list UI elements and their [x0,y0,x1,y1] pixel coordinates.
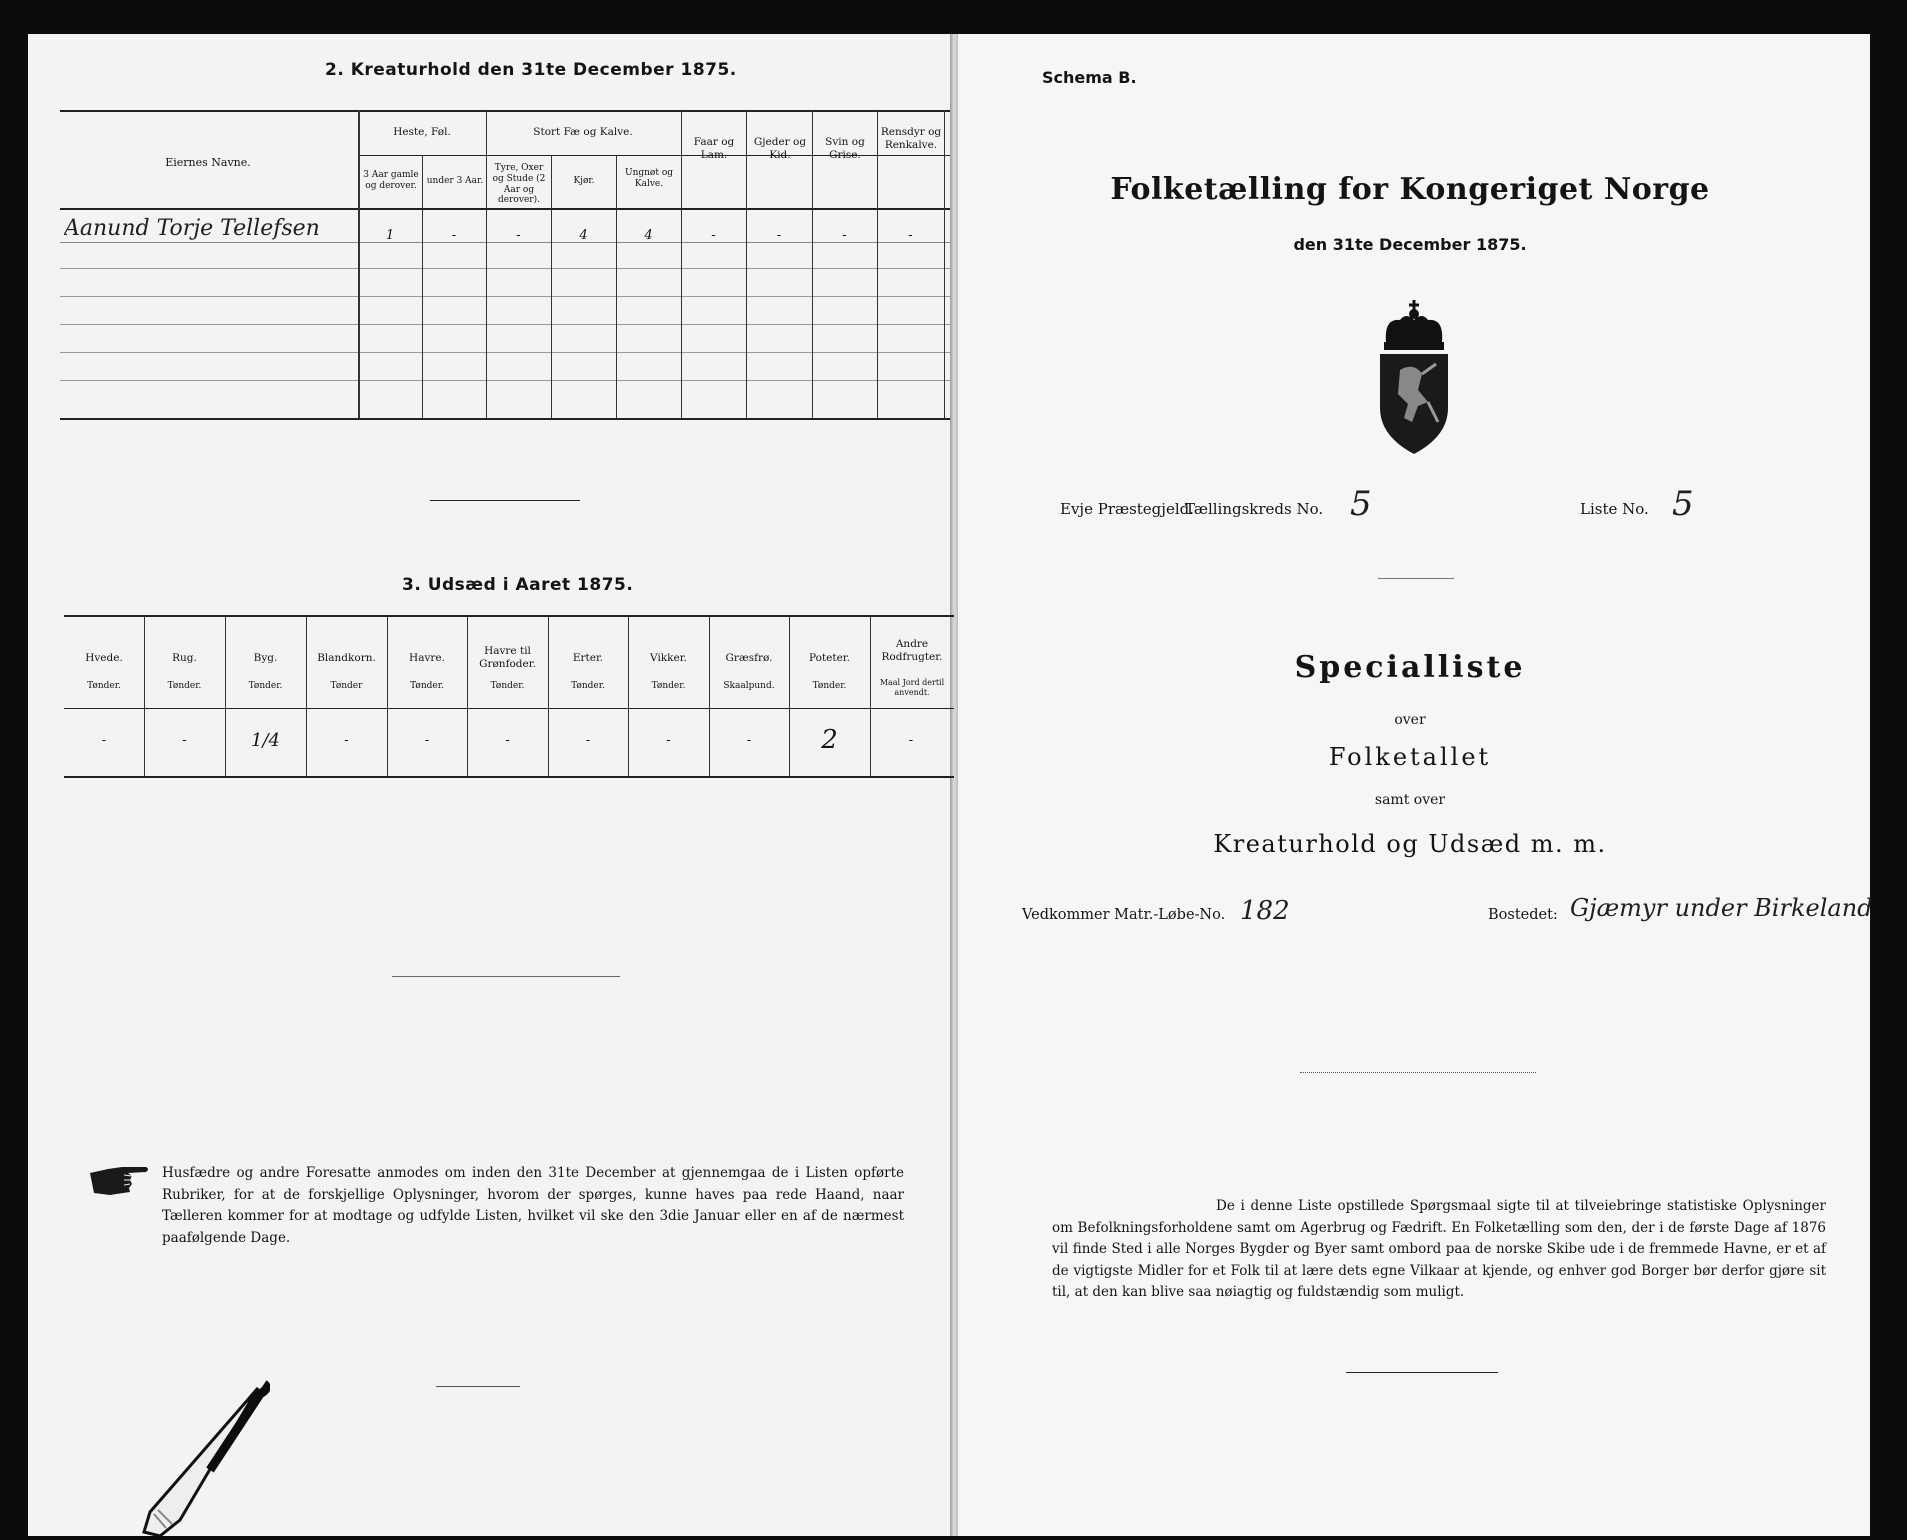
s3-unit-blandkorn: Tønder [330,681,363,691]
schema-label: Schema B. [1042,68,1137,87]
cell-tyre: - [516,228,521,243]
heste-group-header: Heste, Føl. [393,126,451,138]
matr-value: 182 [1240,896,1290,926]
divider [430,500,580,501]
s3-cell-havre-gronfoder: - [505,733,510,748]
parish-label: Evje Præstegjeld. [1060,500,1194,518]
cell-heste-3aar: 1 [385,228,395,243]
col-header-heste-under3: under 3 Aar. [426,176,484,186]
s3-cell-rug: - [182,733,187,748]
s3-cell-poteter: 2 [821,725,838,755]
divider [1346,1372,1498,1373]
cell-heste-under3: - [451,228,457,243]
section-2-title: 2. Kreaturhold den 31te December 1875. [325,60,737,80]
s3-unit-havre: Tønder. [410,681,444,691]
s3-header-erter: Erter. [572,652,604,664]
s3-cell-byg: 1/4 [251,730,280,751]
col-header-tyre: Tyre, Oxer og Stude (2 Aar og derover). [492,163,546,206]
owner-name: Aanund Torje Tellefsen [64,216,320,241]
s3-unit-andre: Maal Jord dertil anvendt. [879,678,945,697]
col-header-kjor: Kjør. [573,176,595,186]
list-value: 5 [1672,484,1694,524]
col-header-faar: Faar og Lam. [693,136,735,161]
s3-header-andre: Andre Rodfrugter. [881,638,943,663]
main-title: Folketælling for Kongeriget Norge [1110,172,1710,207]
bosted-label: Bostedet: [1488,907,1558,923]
kreaturhold-title: Kreaturhold og Udsæd m. m. [1213,830,1607,858]
cell-svin: - [842,228,847,243]
divider [1378,578,1454,579]
notice-text: Husfædre og andre Foresatte anmodes om inden den 31te December at gjennemgaa de i Listen opførte Rubriker, for at de forskjellige Oplysninger, hvorom der spørges, kunne haves paa rede Haand, naar Tælleren kommer for at modtage og udfylde Listen, hvilket vil ske den 3die Januar eller en af de nærmest paafølgende Dage. [162,1165,904,1246]
divider [436,1386,520,1387]
s3-cell-havre: - [424,733,430,748]
section-3-title: 3. Udsæd i Aaret 1875. [402,575,634,595]
divider [1300,1072,1536,1073]
owner-header: Eiernes Navne. [165,156,251,169]
specialliste-title: Specialliste [1294,650,1526,685]
col-header-rensdyr: Rensdyr og Renkalve. [880,126,942,151]
s3-cell-blandkorn: - [344,733,349,748]
s3-unit-rug: Tønder. [167,681,202,691]
folketallet-title: Folketallet [1328,743,1492,771]
s3-cell-graesfro: - [746,733,752,748]
district-label: Tællingskreds No. [1185,500,1324,518]
pen-object [140,1380,270,1540]
s3-unit-byg: Tønder. [248,681,283,691]
col-header-ungnot: Ungnøt og Kalve. [624,168,673,189]
stort-fae-group-header: Stort Fæ og Kalve. [533,126,633,138]
over-text: over [1394,712,1426,728]
col-header-heste-3aar: 3 Aar gamle og derover. [363,170,419,191]
s3-unit-erter: Tønder. [571,681,605,691]
left-page [28,34,952,1536]
cell-ungnot: 4 [644,228,653,243]
cell-kjor: 4 [579,228,588,243]
s3-header-byg: Byg. [253,652,278,664]
s3-header-poteter: Poteter. [808,652,851,664]
s3-header-hvede: Hvede. [85,652,123,664]
s3-unit-hvede: Tønder. [87,681,121,691]
s3-header-havre-gronfoder: Havre til Grønfoder. [479,645,536,670]
s3-header-vikker: Vikker. [650,652,687,664]
s3-header-rug: Rug. [172,652,197,664]
s3-cell-erter: - [585,733,591,748]
col-header-svin: Svin og Grise. [825,136,865,161]
divider [392,976,620,977]
samt-over-text: samt over [1374,792,1446,808]
norwegian-coat-of-arms-icon [1374,298,1454,462]
s3-header-havre: Havre. [409,652,445,664]
s3-unit-poteter: Tønder. [812,681,847,691]
bosted-value: Gjæmyr under Birkeland [1570,894,1873,922]
s3-unit-havre-gronfoder: Tønder. [490,681,525,691]
district-value: 5 [1350,484,1372,524]
col-header-gjeder: Gjeder og Kid. [753,136,807,161]
cell-rensdyr: - [908,228,913,243]
s3-header-blandkorn: Blandkorn. [317,652,376,664]
s3-cell-vikker: - [666,733,671,748]
s3-unit-graesfro: Skaalpund. [723,681,775,691]
s3-cell-hvede: - [101,733,107,748]
s3-header-graesfro: Græsfrø. [725,652,773,664]
matr-label: Vedkommer Matr.-Løbe-No. [1022,907,1226,923]
census-date: den 31te December 1875. [1293,235,1527,254]
s3-cell-andre: - [908,733,914,748]
footer-text: De i denne Liste opstillede Spørgsmaal sigte til at tilveiebringe statistiske Oplysninger om Befolkningsforholdene samt om Agerbrug og Fædrift. En Folketælling som den, der i de første Dage af 1876 vil finde Sted i alle Norges Bygder og Byer samt ombord paa de norske Skibe ude i de fremmede Havne, er et af de vigtigste Midler for et Folk til at lære dets egne Vilkaar at kjende, og enhver god Borger bør derfor gjøre sit til, at den kan blive saa nøiagtig og fuldstændig som muligt. [1052,1198,1826,1300]
pointing-hand-icon [88,1163,150,1201]
cell-faar: - [711,228,716,243]
s3-unit-vikker: Tønder. [651,681,686,691]
right-page [958,34,1870,1536]
list-label: Liste No. [1580,500,1649,518]
cell-gjeder: - [776,228,782,243]
